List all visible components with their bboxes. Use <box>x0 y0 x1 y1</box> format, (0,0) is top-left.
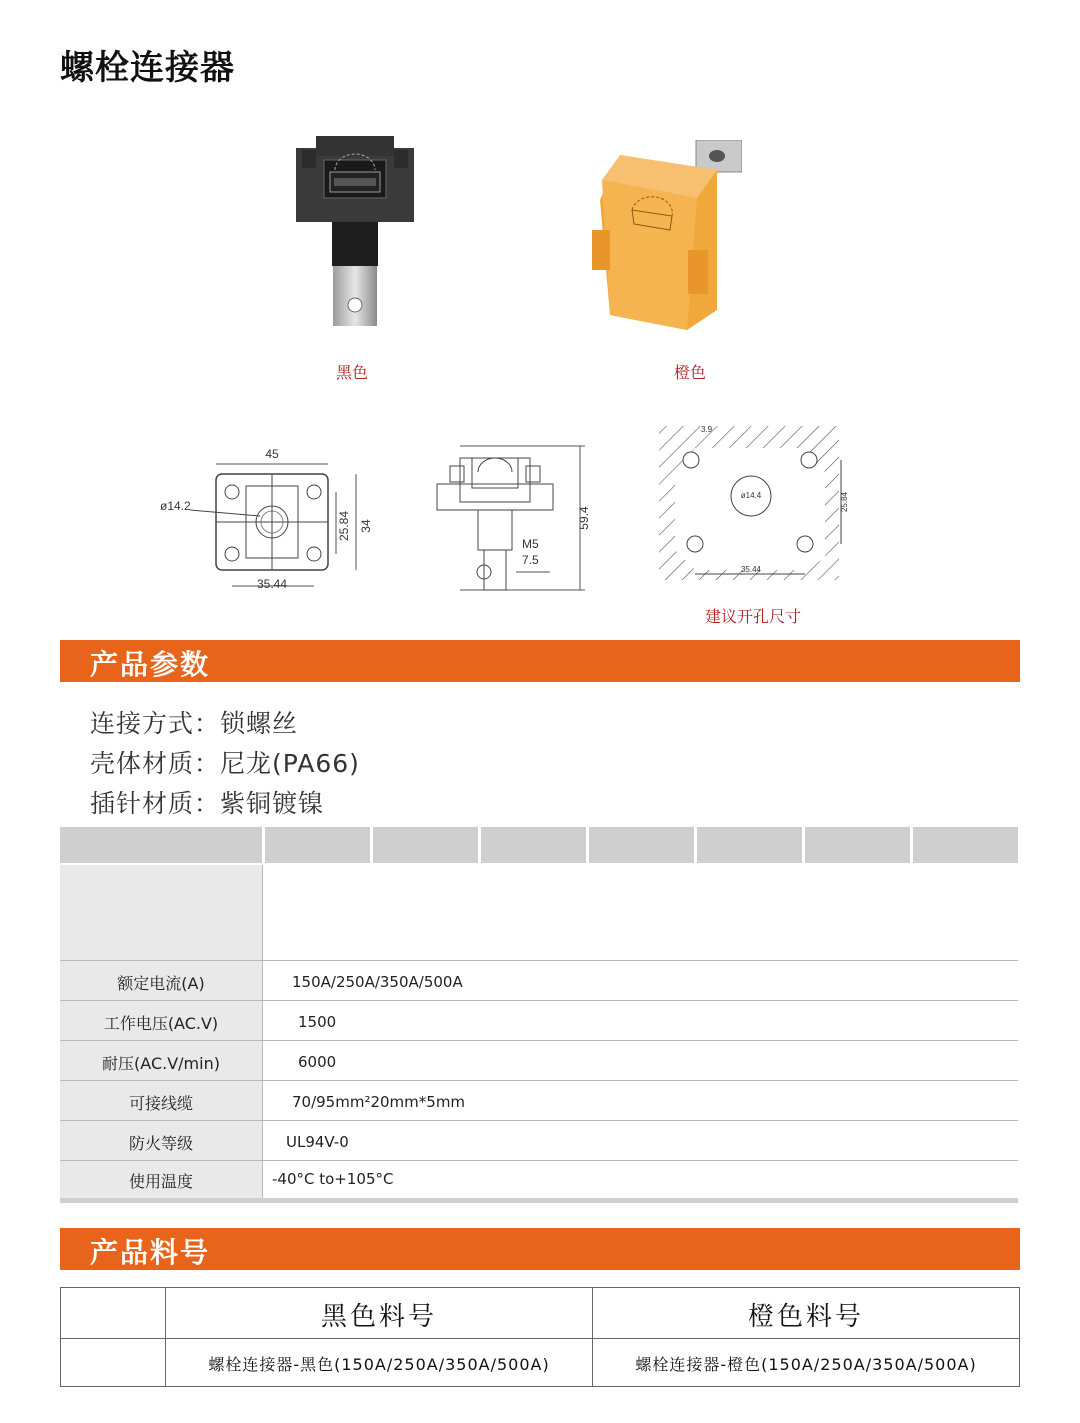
spec-row-value: 1500 <box>298 1013 337 1031</box>
spec-row-value: 6000 <box>298 1053 337 1071</box>
spec-header-cell <box>589 827 694 863</box>
parts-col-header-black: 黑色料号 <box>320 1302 437 1332</box>
row-divider <box>61 1338 1019 1339</box>
spec-column-divider <box>262 865 263 1200</box>
spec-header-cell <box>60 827 262 863</box>
spec-table <box>60 827 1018 1204</box>
dim-bottom: 35.44 <box>256 577 288 591</box>
front-view-drawing <box>150 440 390 610</box>
parts-section-header <box>60 1228 1020 1270</box>
orange-caption: 橙色 <box>673 363 706 382</box>
row-divider <box>60 1120 1018 1121</box>
row-divider <box>60 1080 1018 1081</box>
cutout-drawing <box>655 420 850 585</box>
spec-row-value: -40°C to+105°C <box>272 1170 394 1188</box>
params-section-title: 产品参数 <box>90 648 211 681</box>
spec-header-cell <box>697 827 802 863</box>
attr-label: 壳体材质： <box>90 749 221 778</box>
dim-inner-height: 25.84 <box>337 510 351 542</box>
dim-total-height: 59.4 <box>577 506 591 530</box>
attr-value: 锁螺丝 <box>220 709 299 738</box>
spec-row-value: 70/95mm²20mm*5mm <box>292 1093 466 1111</box>
spec-row-label: 使用温度 <box>128 1172 193 1191</box>
page-title: 螺栓连接器 <box>60 48 235 88</box>
spec-header-cell <box>265 827 370 863</box>
orange-connector-image <box>592 140 742 340</box>
spec-header-cell <box>805 827 910 863</box>
spec-header-cell <box>373 827 478 863</box>
attr-value: 紫铜镀镍 <box>220 789 325 818</box>
attr-label: 连接方式： <box>90 709 221 738</box>
spec-row-label: 额定电流(A) <box>117 974 205 993</box>
spec-row-value: UL94V-0 <box>286 1133 349 1151</box>
spec-row-label: 工作电压(AC.V) <box>103 1014 219 1033</box>
spec-header-cell <box>913 827 1018 863</box>
parts-col-header-orange: 橙色料号 <box>747 1302 864 1332</box>
dim-cutout-bottom: 35.44 <box>740 565 762 574</box>
spec-header-cell <box>481 827 586 863</box>
spec-row-label: 耐压(AC.V/min) <box>102 1054 220 1073</box>
spec-row-label: 防火等级 <box>128 1134 193 1153</box>
dim-cutout-center: ø14.4 <box>740 491 762 500</box>
dim-offset: 7.5 <box>522 553 539 567</box>
row-divider <box>60 1160 1018 1161</box>
dim-cutout-right: 25.84 <box>840 491 849 513</box>
row-divider <box>60 960 1018 961</box>
dim-width: 45 <box>265 447 279 461</box>
dim-hole-dia: ø14.2 <box>160 499 191 513</box>
black-connector-image <box>290 130 420 340</box>
attr-value: 尼龙(PA66) <box>220 749 360 778</box>
parts-table <box>60 1287 1020 1387</box>
parts-section-title: 产品料号 <box>90 1236 211 1269</box>
parts-cell-orange: 螺栓连接器-橙色(150A/250A/350A/500A) <box>635 1355 977 1374</box>
dim-height: 34 <box>359 519 373 533</box>
params-section-header <box>60 640 1020 682</box>
spec-row-value: 150A/250A/350A/500A <box>292 973 463 991</box>
dim-thread: M5 <box>522 537 539 551</box>
dim-cutout-top: 3.9 <box>701 425 713 434</box>
row-divider <box>60 1040 1018 1041</box>
parts-cell-black: 螺栓连接器-黑色(150A/250A/350A/500A) <box>208 1355 550 1374</box>
spec-row-label: 可接线缆 <box>128 1094 193 1113</box>
black-caption: 黑色 <box>335 363 368 382</box>
attr-connection <box>90 704 298 740</box>
attr-housing <box>90 744 360 780</box>
table-bottom-bar <box>60 1198 1018 1203</box>
attr-label: 插针材质： <box>90 789 221 818</box>
side-view-drawing <box>430 438 600 608</box>
cutout-caption: 建议开孔尺寸 <box>704 607 801 626</box>
row-divider <box>60 1000 1018 1001</box>
attr-pin <box>90 784 324 820</box>
